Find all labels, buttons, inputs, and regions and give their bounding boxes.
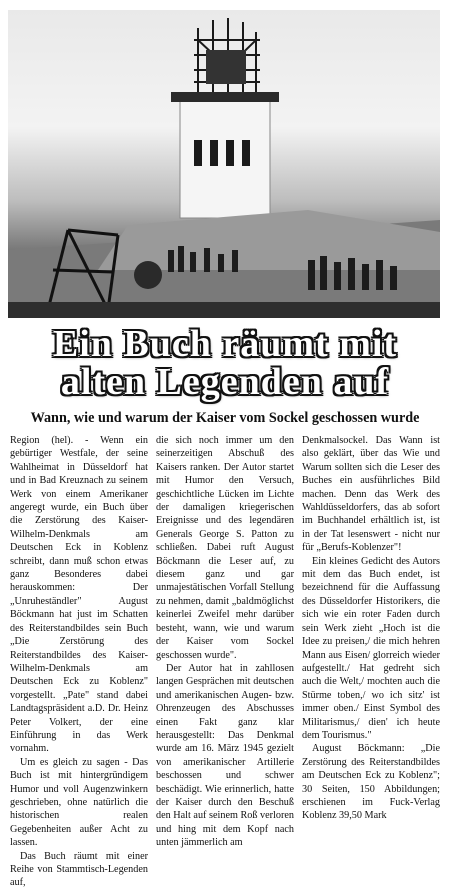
article-column-1	[10, 434, 148, 890]
article-column-3	[302, 434, 440, 823]
paragraph: Das Buch räumt mit einer Reihe von Stammtisch-Legenden auf,	[10, 850, 148, 889]
headline-line-1: Ein Buch räumt mit	[52, 323, 398, 365]
paragraph: Denkmalsockel. Das Wann ist also geklärt, über das Wie und Warum sollten sich die Leser des Buches ein ausführliches Bild machen. Denn das Werk des Wahldüsseldorfers, das ab sofort im Buchhandel erhältlich ist, ist in der Tat lesenswert - nicht nur für „Berufs-Koblenzer"!	[302, 435, 440, 554]
headline-line-2: alten Legenden auf	[60, 361, 390, 403]
paragraph: August Böckmann: „Die Zerstörung des Reiterstandbildes am Deutschen Eck zu Koblenz"; 30 Seiten, 150 Abbildungen; erschienen im Fuck-Verlag Koblenz 39,50 Mark	[302, 743, 440, 822]
historic-photo-monument-scaffolding	[8, 10, 440, 318]
paragraph: Region (hel). - Wenn ein gebürtiger Westfale, der seine Wahlheimat in Düsseldorf hat und in Bad Kreuznach zu seinem Werk von einem Amerikaner angeregt wurde, ein Buch über die Zerstörung des Kaiser-Wilhelm-Denkmals am Deutschen Eck in Koblenz schreibt, dann muß schon etwas ganz Besonderes dabei herauskommen: Der „Unruheständler" August Böckmann hat just im Schatten des Reiterstandbildes sein Buch „Die Zerstörung des Reiterstandbildes des Kaiser-Wilhelm-Denkmals am Deutschen Eck zu Koblenz" vorgestellt. „Pate" stand dabei Landtagspräsident a.D. Dr. Heinz Peter Volkert, der eine Einführung in das Werk vornahm.	[10, 435, 148, 755]
paragraph: Ein kleines Gedicht des Autors mit dem das Buch endet, ist bezeichnend für die Auffassung des Düsseldorfer Historikers, die sich wie ein roter Faden durch sein Werk zieht „Hoch ist die Idee zu preisen,/ die mich hehren Mann aus Eisen/ glorreich wieder aufgestellt./ Hat gedreht sich auch die Welt,/ mochten auch die Stürme toben,/ wo ich sitz' ist immer oben./ Einst Symbol des Militarismus,/ dien' ich heute dem Tourismus."	[302, 555, 440, 741]
paragraph: die sich noch immer um den seinerzeitigen Abschuß des Kaisers ranken. Der Autor startet mit Humor den Versuch, geschichtliche Lücken im Lichte der damaligen kriegerischen Ereignisse und des legendären Generals George S. Patton zu schließen. Dabei ruft August Böckmann die Leser auf, zu diesem ganz und gar unmajestätischen Vorfall Stellung zu nehmen, damit „baldmöglichst keinerlei Zweifel mehr darüber besteht, wann, wie und warum der Kaiser vom Sockel geschossen wurde".	[156, 435, 294, 661]
paragraph: Um es gleich zu sagen - Das Buch ist mit hintergründigem Humor und voll Augenzwinkern geschrieben, ohne natürlich die historischen realen Gegebenheiten außer Acht zu lassen.	[10, 756, 148, 849]
photo-illustration	[8, 10, 440, 318]
paragraph: Der Autor hat in zahllosen langen Gesprächen mit deutschen und amerikanischen Augen- bzw. Ohrenzeugen des Abschusses einen Fakt ganz klar herausgestellt: Das Denkmal wurde am 16. März 1945 gezielt von amerikanischer Artillerie beschossen und schwer beschädigt. Wie erinnerlich, hatte der Kaiser durch den Beschuß den Halt auf seinem Roß verloren und hing mit dem Kopf nach unten jämmerlich am	[156, 662, 294, 849]
article-column-2	[156, 434, 294, 850]
subheadline: Wann, wie und warum der Kaiser vom Sockel geschossen wurde	[30, 410, 420, 426]
